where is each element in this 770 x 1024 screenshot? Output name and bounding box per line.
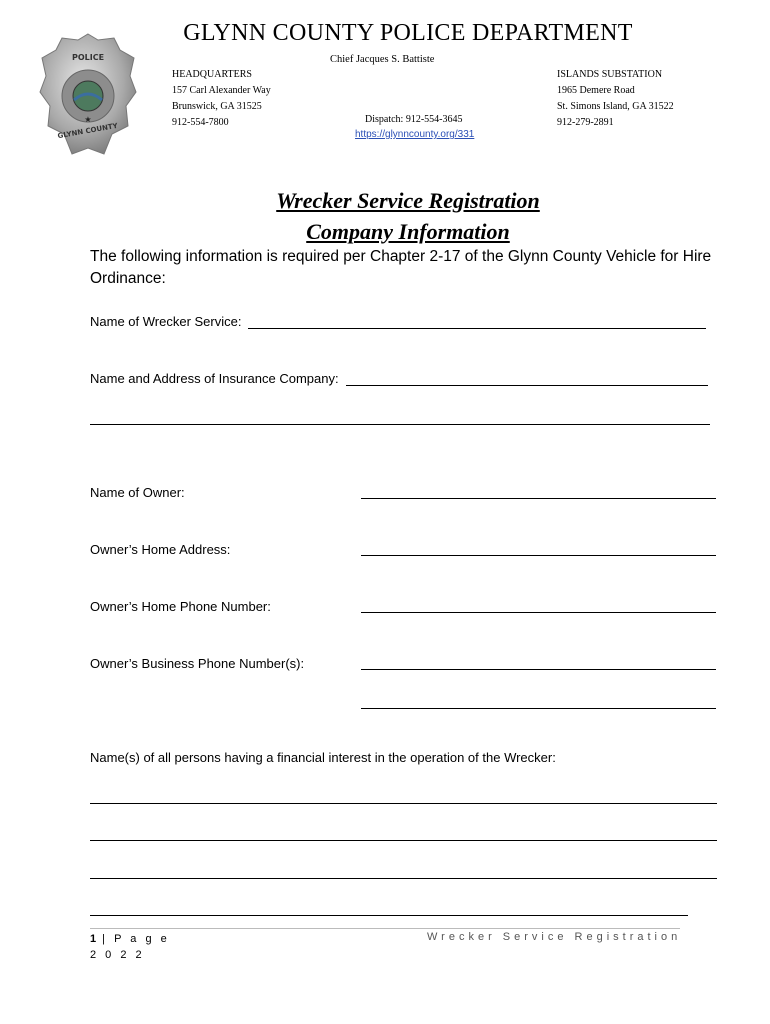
insurance-line-2[interactable] <box>90 424 710 425</box>
financial-interest-line-2[interactable] <box>90 840 717 841</box>
owner-home-phone-line[interactable] <box>361 612 716 613</box>
insurance-label: Name and Address of Insurance Company: <box>90 371 339 386</box>
svg-text:GLYNN COUNTY: GLYNN COUNTY <box>57 121 119 141</box>
hq-street: 157 Carl Alexander Way <box>172 85 271 96</box>
form-title: Wrecker Service Registration <box>276 188 540 213</box>
police-badge-logo <box>38 30 138 170</box>
page-label: P a g e <box>114 933 170 945</box>
footer-page-number: 1 | P a g e 2 0 2 2 <box>90 933 170 961</box>
footer-rule <box>90 928 680 929</box>
footer-document-title: Wrecker Service Registration <box>427 931 682 943</box>
website-link[interactable]: https://glynncounty.org/331 <box>355 129 475 140</box>
financial-interest-line-4[interactable] <box>90 915 688 916</box>
financial-interest-line-1[interactable] <box>90 803 717 804</box>
wrecker-name-line[interactable] <box>248 328 706 329</box>
islands-street: 1965 Demere Road <box>557 85 635 96</box>
owner-business-phone-line-2[interactable] <box>361 708 716 709</box>
dispatch-phone: Dispatch: 912-554-3645 <box>365 114 463 125</box>
financial-interest-line-3[interactable] <box>90 878 717 879</box>
owner-home-phone-label: Owner’s Home Phone Number: <box>90 599 271 614</box>
islands-substation-address <box>557 67 674 131</box>
owner-business-phone-line[interactable] <box>361 669 716 670</box>
owner-business-phone-label: Owner’s Business Phone Number(s): <box>90 656 305 671</box>
svg-text:★: ★ <box>84 115 92 124</box>
intro-text: The following information is required per Chapter 2-17 of the Glynn County Vehicle for Hire Ordinance: <box>90 248 712 287</box>
page-number: 1 <box>90 933 97 945</box>
islands-phone: 912-279-2891 <box>557 117 614 128</box>
hq-phone: 912-554-7800 <box>172 117 229 128</box>
form-subtitle: Company Information <box>306 219 510 244</box>
department-name: GLYNN COUNTY POLICE DEPARTMENT <box>183 20 633 46</box>
chief-name: Chief Jacques S. Battiste <box>330 54 435 65</box>
islands-label: ISLANDS SUBSTATION <box>557 69 663 80</box>
badge-text: POLICE <box>71 53 105 62</box>
footer-year: 2 0 2 2 <box>90 949 145 961</box>
insurance-line[interactable] <box>346 385 708 386</box>
hq-label: HEADQUARTERS <box>172 69 252 80</box>
headquarters-address <box>172 67 271 131</box>
owner-name-label: Name of Owner: <box>90 485 185 500</box>
islands-city: St. Simons Island, GA 31522 <box>557 101 674 112</box>
wrecker-name-label: Name of Wrecker Service: <box>90 314 242 329</box>
hq-city: Brunswick, GA 31525 <box>172 101 262 112</box>
financial-interest-label: Name(s) of all persons having a financial interest in the operation of the Wrecker: <box>90 750 556 765</box>
owner-address-label: Owner’s Home Address: <box>90 542 231 557</box>
owner-name-line[interactable] <box>361 498 716 499</box>
owner-address-line[interactable] <box>361 555 716 556</box>
